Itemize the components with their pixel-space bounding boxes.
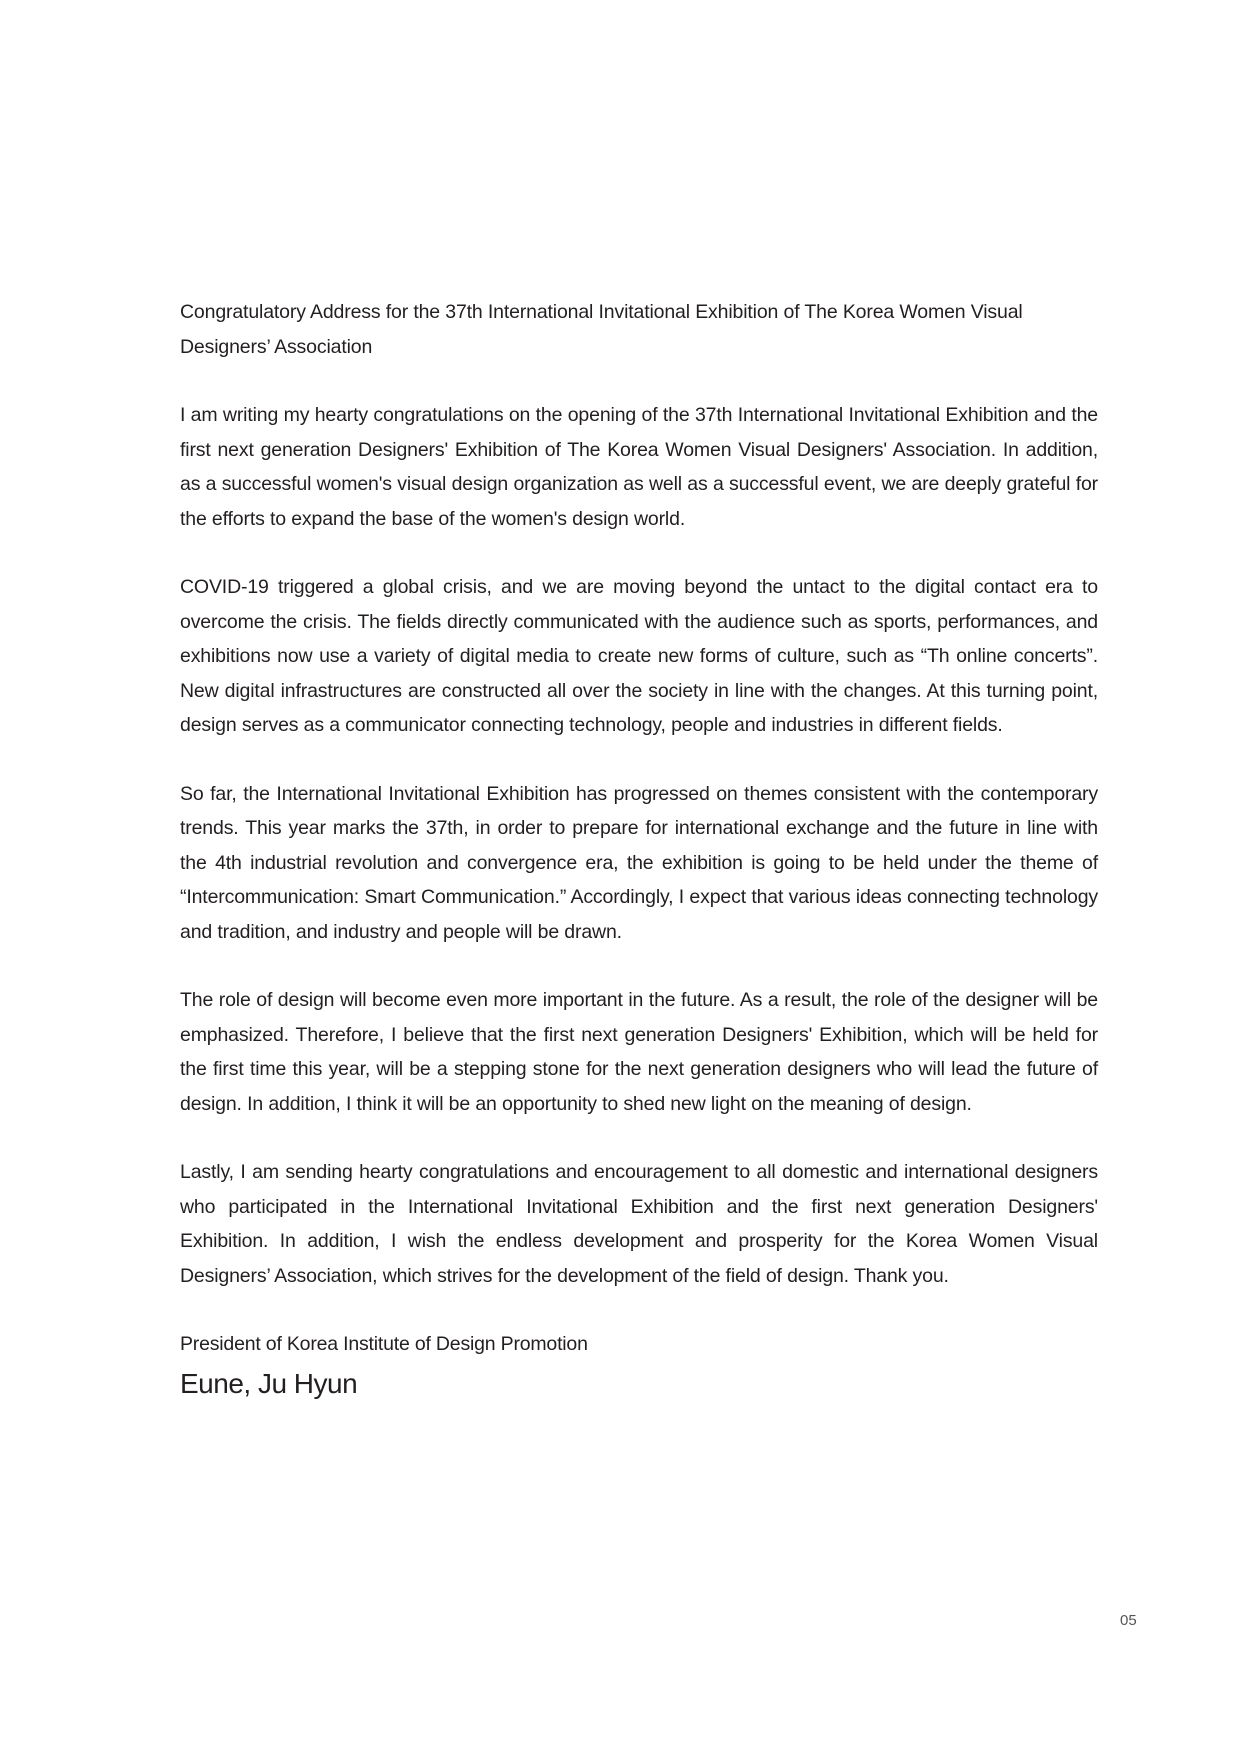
paragraph-design-role: The role of design will become even more important in the future. As a result, the role of the designer will be emphasized. Therefore, I believe that the first next generation Designers' Exhibition, which will be held for the first time this year, will be a stepping stone for the next generation designers who will lead the future of design. In addition, I think it will be an opportunity to shed new light on the meaning of design. bbox=[180, 989, 1098, 1115]
signature-name: Eune, Ju Hyun bbox=[180, 1367, 358, 1399]
paragraph-closing: Lastly, I am sending hearty congratulations and encouragement to all domestic and international designers who participated in the International Invitational Exhibition and the first next generation Designers' Exhibition. In addition, I wish the endless development and prosperity for the Korea Women Visual Designers’ Association, which strives for the development of the field of design. Thank you. bbox=[180, 1161, 1098, 1287]
paragraph-covid: COVID-19 triggered a global crisis, and we are moving beyond the untact to the digital contact era to overcome the crisis. The fields directly communicated with the audience such as sports, performances, and exhibitions now use a variety of digital media to create new forms of culture, such as “Th online concerts”. New digital infrastructures are constructed all over the society in line with the changes. At this turning point, design serves as a communicator connecting technology, people and industries in different fields. bbox=[180, 576, 1098, 736]
signature-role: President of Korea Institute of Design Promotion bbox=[180, 1333, 588, 1355]
letter-body bbox=[180, 295, 1098, 1404]
paragraph-exhibition-theme: So far, the International Invitational Exhibition has progressed on themes consistent with the contemporary trends. This year marks the 37th, in order to prepare for international exchange and the future in line with the 4th industrial revolution and convergence era, the exhibition is going to be held under the theme of “Intercommunication: Smart Communication.” Accordingly, I expect that various ideas connecting technology and tradition, and industry and people will be drawn. bbox=[180, 782, 1098, 943]
page-number: 05 bbox=[1120, 1612, 1137, 1629]
letter-title: Congratulatory Address for the 37th International Invitational Exhibition of The Korea Women Visual Designers’ Association bbox=[180, 301, 1023, 358]
signature-block bbox=[180, 1327, 1098, 1404]
paragraph-opening: I am writing my hearty congratulations on the opening of the 37th International Invitational Exhibition and the first next generation Designers' Exhibition of The Korea Women Visual Designers' Association. In addition, as a successful women's visual design organization as well as a successful event, we are deeply grateful for the efforts to expand the base of the women's design world. bbox=[180, 404, 1098, 530]
